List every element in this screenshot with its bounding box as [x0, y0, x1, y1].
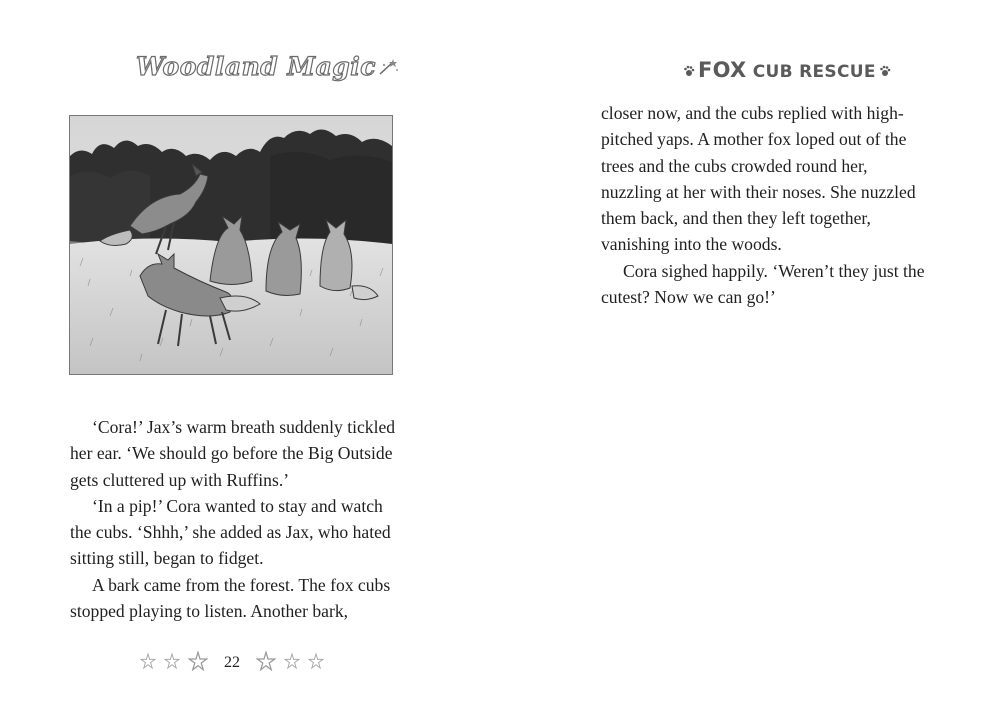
- star-icon: [256, 651, 276, 676]
- book-title-fox: FOX: [698, 58, 747, 82]
- star-icon: [164, 653, 180, 674]
- star-icon: [140, 653, 156, 674]
- paw-print-icon: [683, 62, 695, 82]
- star-icon: [188, 651, 208, 676]
- book-title: [680, 58, 894, 82]
- series-title: Woodland Magic: [136, 52, 376, 81]
- paragraph: ‘Cora!’ Jax’s warm breath suddenly tickled her ear. ‘We should go before the Big Outside gets cluttered up with Ruffins.’: [70, 417, 396, 490]
- right-body-text: [601, 100, 931, 310]
- book-title-rest: CUB RESCUE: [752, 62, 876, 82]
- illustration-drawing: [70, 116, 392, 374]
- paragraph: Cora sighed happily. ‘Weren’t they just the cutest? Now we can go!’: [601, 260, 925, 308]
- paragraph: A bark came from the forest. The fox cubs stopped playing to listen. Another bark,: [70, 574, 391, 622]
- page-footer: [120, 650, 344, 676]
- series-logo: [136, 52, 400, 83]
- left-body-text: [70, 414, 400, 624]
- page-number: 22: [224, 654, 240, 671]
- paragraph: ‘In a pip!’ Cora wanted to stay and watch the cubs. ‘Shhh,’ she added as Jax, who hated sitting still, began to fidget.: [70, 495, 391, 569]
- paw-print-icon: [879, 62, 891, 82]
- wand-fairy-icon: [378, 54, 400, 83]
- fox-cubs-illustration: [69, 115, 393, 375]
- paragraph: closer now, and the cubs replied with high-pitched yaps. A mother fox loped out of the trees and the cubs crowded round her, nuzzling at her with their noses. She nuzzled them back, and then they left together, vanishing into the woods.: [601, 103, 916, 255]
- star-icon: [308, 653, 324, 674]
- star-icon: [284, 653, 300, 674]
